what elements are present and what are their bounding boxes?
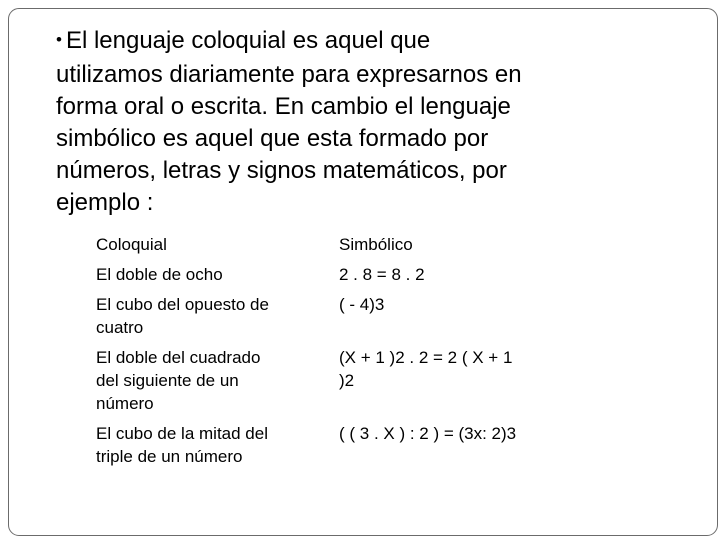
paragraph-line: El lenguaje coloquial es aquel que [65,27,431,54]
paragraph-line: utilizamos diariamente para expresarnos en [56,61,522,88]
bullet-icon: • [56,30,62,49]
header-coloquial: Coloquial [96,235,167,254]
examples-table [96,233,559,475]
table-header-row [96,233,559,263]
cell-coloquial: El cubo del opuesto de cuatro [96,295,269,337]
table-row [96,422,559,475]
paragraph-line: simbólico es aquel que esta formado por [56,125,489,152]
cell-coloquial: El doble del cuadrado del siguiente de un número [96,348,261,413]
cell-simbolico: 2 . 8 = 8 . 2 [339,265,425,284]
table-row [96,293,559,346]
header-simbolico: Simbólico [339,235,413,254]
cell-simbolico: ( ( 3 . X ) : 2 ) = (3x: 2)3 [339,424,517,443]
table-row [96,263,559,293]
cell-simbolico: ( - 4)3 [339,295,385,314]
cell-coloquial: El cubo de la mitad del triple de un número [96,424,268,466]
paragraph-line: ejemplo : [56,189,154,216]
intro-paragraph [56,25,656,219]
paragraph-line: forma oral o escrita. En cambio el lenguaje [56,93,511,120]
cell-simbolico: (X + 1 )2 . 2 = 2 ( X + 1 )2 [339,348,513,390]
cell-coloquial: El doble de ocho [96,265,223,284]
table-row [96,346,559,422]
paragraph-line: números, letras y signos matemáticos, por [56,157,507,184]
